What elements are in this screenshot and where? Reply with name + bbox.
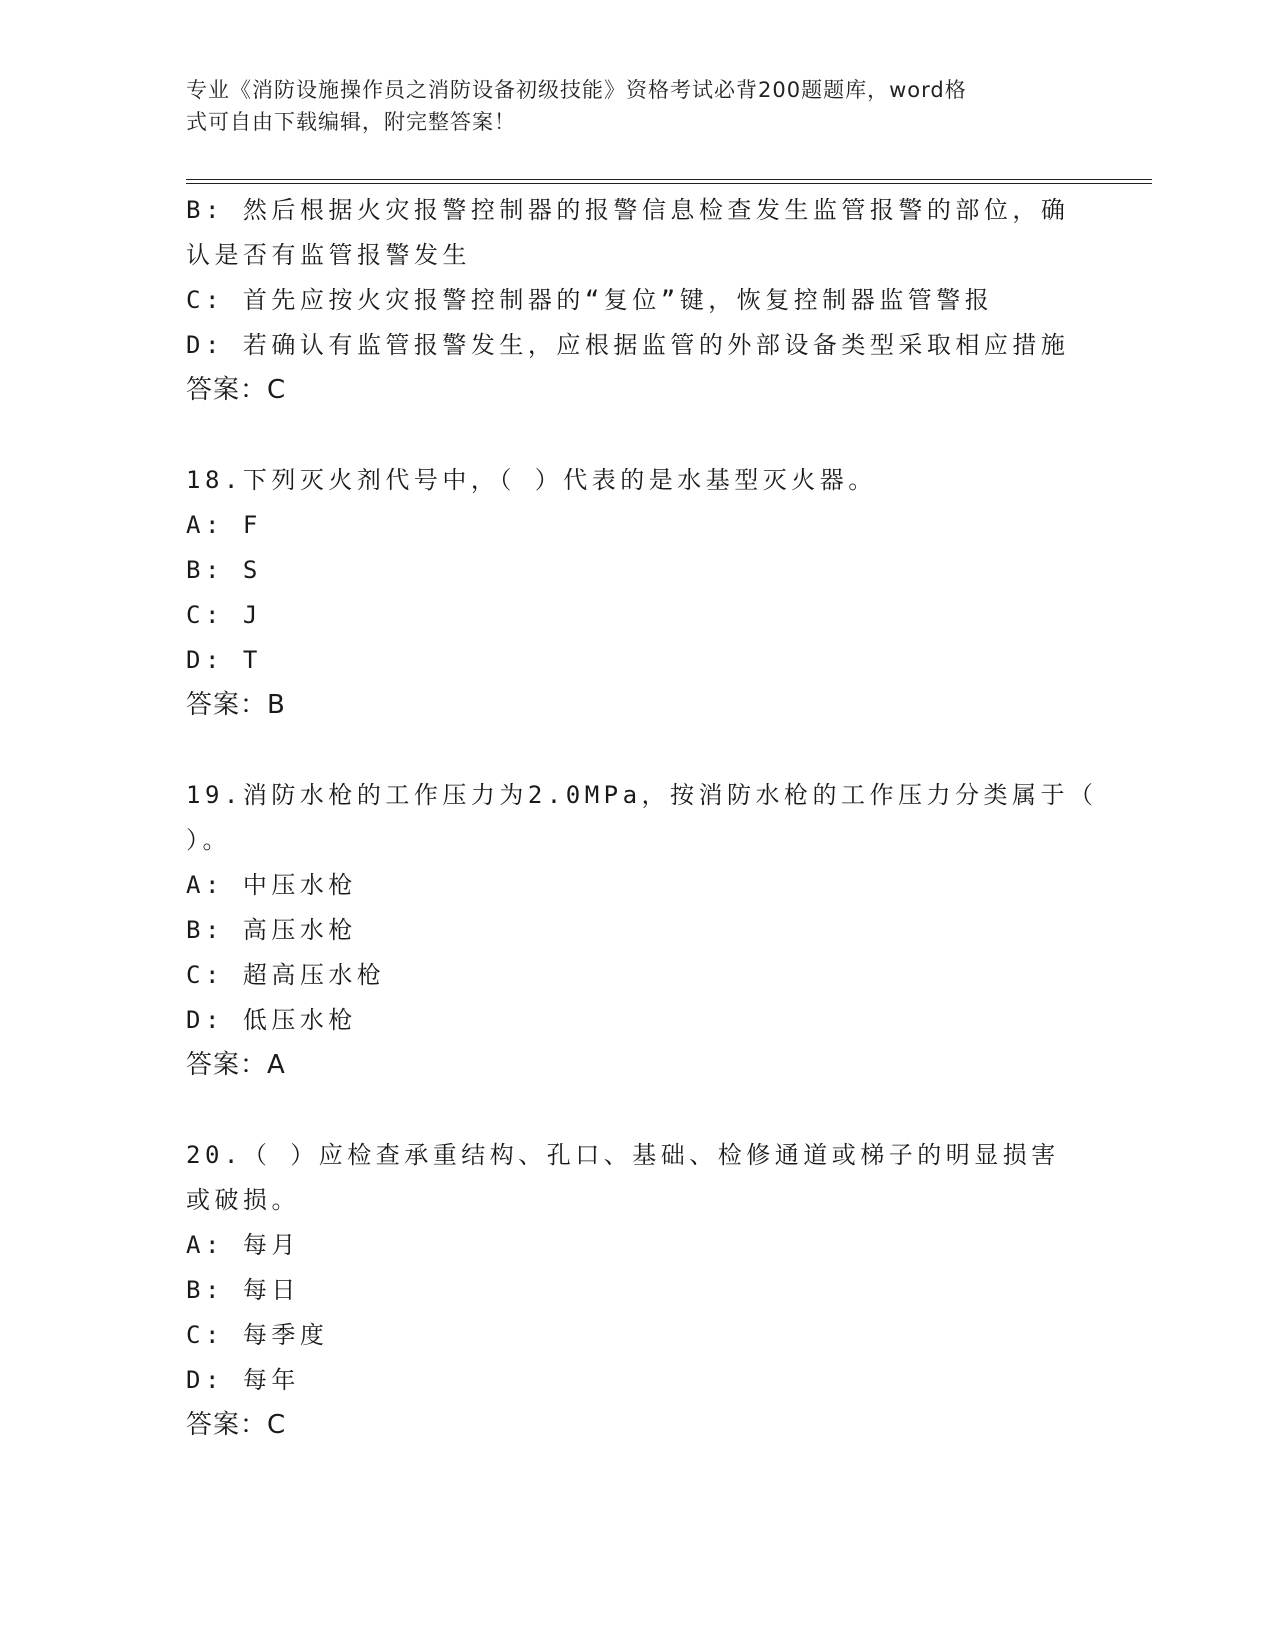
header-line-1: 专业《消防设施操作员之消防设备初级技能》资格考试必背200题题库，word格 (186, 78, 967, 102)
question-19 (186, 773, 1098, 1088)
spacer (186, 728, 1086, 773)
option-c: C: 每季度 (186, 1321, 329, 1349)
answer: 答案：C (186, 1410, 287, 1440)
header-rule-bottom (186, 183, 1152, 184)
option-b: B: S (186, 556, 262, 584)
option-d: D: 低压水枪 (186, 1006, 357, 1034)
header-line-2: 式可自由下载编辑，附完整答案！ (186, 110, 516, 134)
question-stem-continued: 或破损。 (186, 1186, 300, 1214)
answer: 答案：B (186, 690, 286, 720)
option-a: A: 中压水枪 (186, 871, 357, 899)
question-stem: 19.消防水枪的工作压力为2.0MPa，按消防水枪的工作压力分类属于（ (186, 781, 1098, 809)
option-b: B: 高压水枪 (186, 916, 357, 944)
option-b-continued: 认是否有监管报警发生 (186, 241, 471, 269)
option-d: D: 每年 (186, 1366, 300, 1394)
question-18 (186, 458, 1086, 728)
option-b: B: 然后根据火灾报警控制器的报警信息检查发生监管报警的部位，确 (186, 196, 1070, 224)
option-a: A: F (186, 511, 262, 539)
question-17 (186, 188, 1086, 413)
spacer (186, 1088, 1086, 1133)
answer: 答案：A (186, 1050, 286, 1080)
document-header (186, 74, 1066, 138)
question-20 (186, 1133, 1086, 1448)
answer: 答案：C (186, 375, 287, 405)
header-rule-top (186, 179, 1152, 180)
question-stem-continued: ）。 (186, 826, 231, 854)
option-c: C: J (186, 601, 262, 629)
option-c: C: 首先应按火灾报警控制器的“复位”键，恢复控制器监管警报 (186, 286, 994, 314)
option-b: B: 每日 (186, 1276, 300, 1304)
question-stem: 20.（ ）应检查承重结构、孔口、基础、检修通道或梯子的明显损害 (186, 1141, 1060, 1169)
spacer (186, 413, 1086, 458)
question-stem: 18.下列灭火剂代号中，（ ）代表的是水基型灭火器。 (186, 466, 877, 494)
question-content (186, 188, 1098, 1448)
option-a: A: 每月 (186, 1231, 300, 1259)
option-d: D: 若确认有监管报警发生，应根据监管的外部设备类型采取相应措施 (186, 331, 1070, 359)
option-c: C: 超高压水枪 (186, 961, 386, 989)
option-d: D: T (186, 646, 262, 674)
